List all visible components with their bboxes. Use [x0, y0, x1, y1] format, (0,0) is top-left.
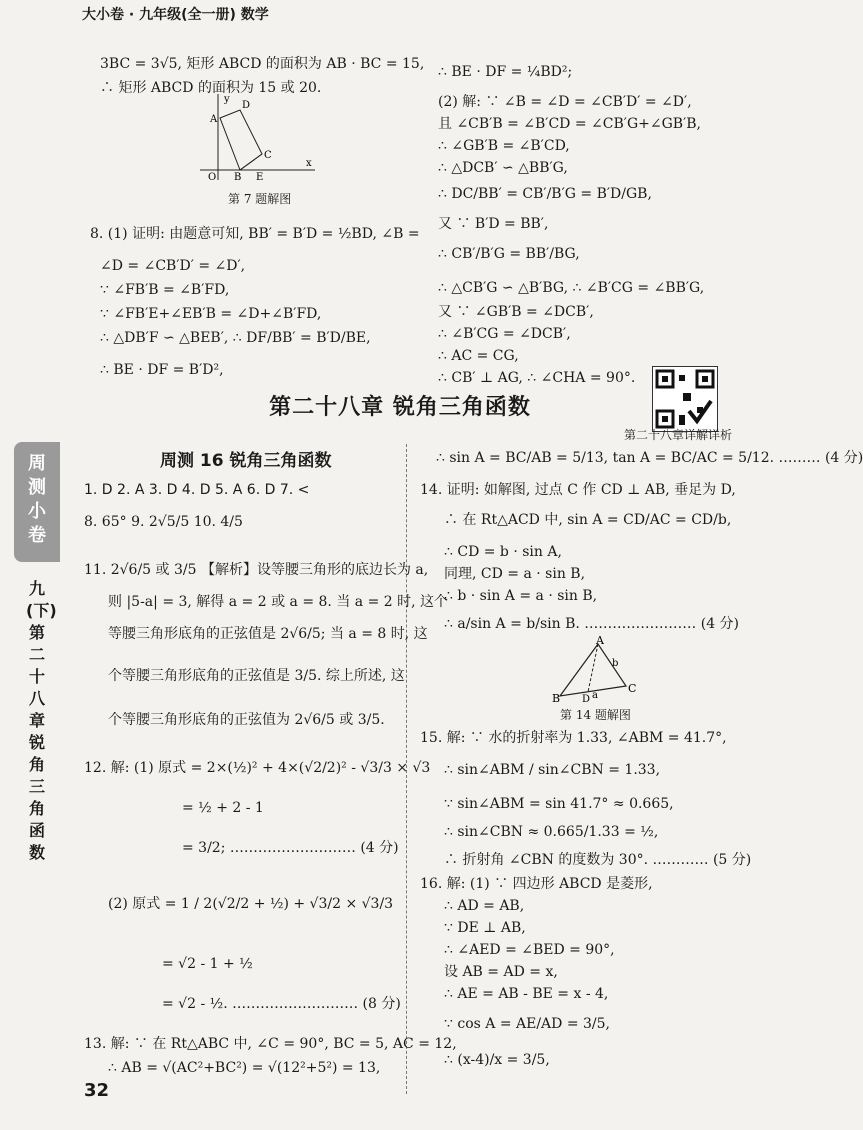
side-vertical-label: 九(下) 第二十八章 锐角三角函数: [26, 579, 57, 862]
text-line: ∵ ∠FB′E+∠EB′B = ∠D+∠B′FD,: [100, 306, 322, 322]
chapter-title: 第二十八章 锐角三角函数: [269, 395, 531, 420]
text-line: 3BC = 3√5, 矩形 ABCD 的面积为 AB · BC = 15,: [100, 56, 425, 72]
text-line: ∴ △DCB′ ∽ △BB′G,: [438, 160, 568, 176]
text-line: ∴ sin A = BC/AB = 5/13, tan A = BC/AC = 5/12. ……… (4 分): [436, 450, 863, 466]
figure-14-diagram: [548, 636, 648, 704]
text-line: 15. 解: ∵ 水的折射率为 1.33, ∠ABM = 41.7°,: [420, 730, 727, 746]
text-line: ∴ CD = b · sin A,: [444, 544, 562, 560]
text-line: 等腰三角形底角的正弦值是 2√6/5; 当 a = 8 时, 这: [108, 626, 428, 642]
text-line: ∴ (x-4)/x = 3/5,: [444, 1052, 550, 1068]
text-line: (2) 原式 = 1 / 2(√2/2 + ½) + √3/2 × √3/3: [108, 896, 394, 912]
fig7-label-x: x: [306, 158, 312, 169]
text-line: ∴ sin∠ABM / sin∠CBN = 1.33,: [444, 762, 661, 778]
text-line: ∴ 折射角 ∠CBN 的度数为 30°. ………… (5 分): [444, 852, 752, 868]
text-line: ∴ AC = CG,: [438, 348, 519, 364]
text-line: 12. 解: (1) 原式 = 2×(½)² + 4×(√2/2)² - √3/3 × √3: [84, 760, 431, 776]
text-line: ∠D = ∠CB′D′ = ∠D′,: [100, 258, 246, 274]
fig7-label-e: E: [256, 172, 264, 183]
text-line: 个等腰三角形底角的正弦值是 3/5. 综上所述, 这: [108, 668, 405, 684]
text-line: 11. 2√6/5 或 3/5 【解析】设等腰三角形的底边长为 a,: [84, 562, 429, 578]
text-line: ∴ CB′ ⊥ AG, ∴ ∠CHA = 90°.: [438, 370, 636, 386]
text-line: 14. 证明: 如解图, 过点 C 作 CD ⊥ AB, 垂足为 D,: [420, 482, 736, 498]
text-line: ∴ ∠GB′B = ∠B′CD,: [438, 138, 570, 154]
figure-14-caption: 第 14 题解图: [560, 708, 631, 722]
fig7-label-d: D: [242, 100, 251, 111]
fig14-label-b: B: [552, 692, 561, 705]
text-line: ∴ DC/BB′ = CB′/B′G = B′D/GB,: [438, 186, 652, 202]
text-line: ∴ BE · DF = B′D²,: [100, 362, 224, 378]
text-line: ∴ AE = AB - BE = x - 4,: [444, 986, 609, 1002]
figure-7-caption: 第 7 题解图: [228, 192, 292, 206]
fig7-label-y: y: [224, 94, 230, 105]
text-line: ∴ 矩形 ABCD 的面积为 15 或 20.: [100, 80, 322, 96]
text-line: ∵ cos A = AE/AD = 3/5,: [444, 1016, 610, 1032]
fig7-label-a: A: [210, 114, 218, 125]
text-line: ∵ sin∠ABM = sin 41.7° ≈ 0.665,: [444, 796, 674, 812]
fig7-label-o: O: [208, 172, 217, 183]
text-line: = √2 - 1 + ½: [162, 956, 253, 972]
fig14-label-c: C: [628, 682, 637, 695]
text-line: ∴ CB′/B′G = BB′/BG,: [438, 246, 580, 262]
side-tab-label: 周测小卷: [28, 453, 46, 546]
text-line: ∴ sin∠CBN ≈ 0.665/1.33 = ½,: [444, 824, 659, 840]
text-line: ∴ 在 Rt△ACD 中, sin A = CD/AC = CD/b,: [444, 512, 732, 528]
text-line: 8. (1) 证明: 由题意可知, BB′ = B′D = ½BD, ∠B =: [90, 226, 420, 242]
text-line: (2) 解: ∵ ∠B = ∠D = ∠CB′D′ = ∠D′,: [438, 94, 692, 110]
fig7-label-c: C: [264, 150, 272, 161]
fig14-label-b-side: b: [612, 658, 619, 669]
text-line: 个等腰三角形底角的正弦值为 2√6/5 或 3/5.: [108, 712, 385, 728]
text-line: ∴ AB = √(AC²+BC²) = √(12²+5²) = 13,: [108, 1060, 381, 1076]
text-line: ∵ DE ⊥ AB,: [444, 920, 526, 936]
header-title: 大小卷 · 九年级(全一册) 数学: [82, 7, 269, 23]
text-line: 8. 65° 9. 2√5/5 10. 4/5: [84, 514, 243, 530]
text-line: 16. 解: (1) ∵ 四边形 ABCD 是菱形,: [420, 876, 653, 892]
fig14-label-a-side: a: [592, 690, 598, 701]
fig14-label-d: D: [582, 694, 591, 705]
text-line: 则 |5-a| = 3, 解得 a = 2 或 a = 8. 当 a = 2 时, 这个: [108, 594, 449, 610]
text-line: = √2 - ½. ……………………… (8 分): [162, 996, 401, 1012]
text-line: ∴ △DB′F ∽ △BEB′, ∴ DF/BB′ = B′D/BE,: [100, 330, 371, 346]
text-line: 设 AB = AD = x,: [444, 964, 558, 980]
text-line: ∴ ∠AED = ∠BED = 90°,: [444, 942, 615, 958]
text-line: ∴ b · sin A = a · sin B,: [444, 588, 598, 604]
text-line: 1. D 2. A 3. D 4. D 5. A 6. D 7. <: [84, 482, 310, 498]
text-line: 13. 解: ∵ 在 Rt△ABC 中, ∠C = 90°, BC = 5, AC = 12,: [84, 1036, 457, 1052]
text-line: ∵ ∠FB′B = ∠B′FD,: [100, 282, 230, 298]
qr-caption: 第二十八章详解详析: [624, 428, 733, 442]
fig7-label-b: B: [234, 172, 242, 183]
text-line: ∴ a/sin A = b/sin B. …………………… (4 分): [444, 616, 740, 632]
text-line: = 3/2; ……………………… (4 分): [182, 840, 399, 856]
figure-7-diagram: [190, 92, 320, 182]
section-title: 周测 16 锐角三角函数: [160, 451, 332, 471]
text-line: ∴ AD = AB,: [444, 898, 525, 914]
page-number: 32: [84, 1080, 110, 1101]
text-line: ∴ △CB′G ∽ △B′BG, ∴ ∠B′CG = ∠BB′G,: [438, 280, 705, 296]
text-line: 又 ∵ B′D = BB′,: [438, 216, 549, 232]
text-line: 同理, CD = a · sin B,: [444, 566, 586, 582]
text-line: 且 ∠CB′B = ∠B′CD = ∠CB′G+∠GB′B,: [438, 116, 701, 132]
text-line: ∴ BE · DF = ¼BD²;: [438, 64, 573, 80]
fig14-label-a: A: [596, 634, 604, 647]
text-line: = ½ + 2 - 1: [182, 800, 264, 816]
text-line: 又 ∵ ∠GB′B = ∠DCB′,: [438, 304, 594, 320]
text-line: ∴ ∠B′CG = ∠DCB′,: [438, 326, 571, 342]
